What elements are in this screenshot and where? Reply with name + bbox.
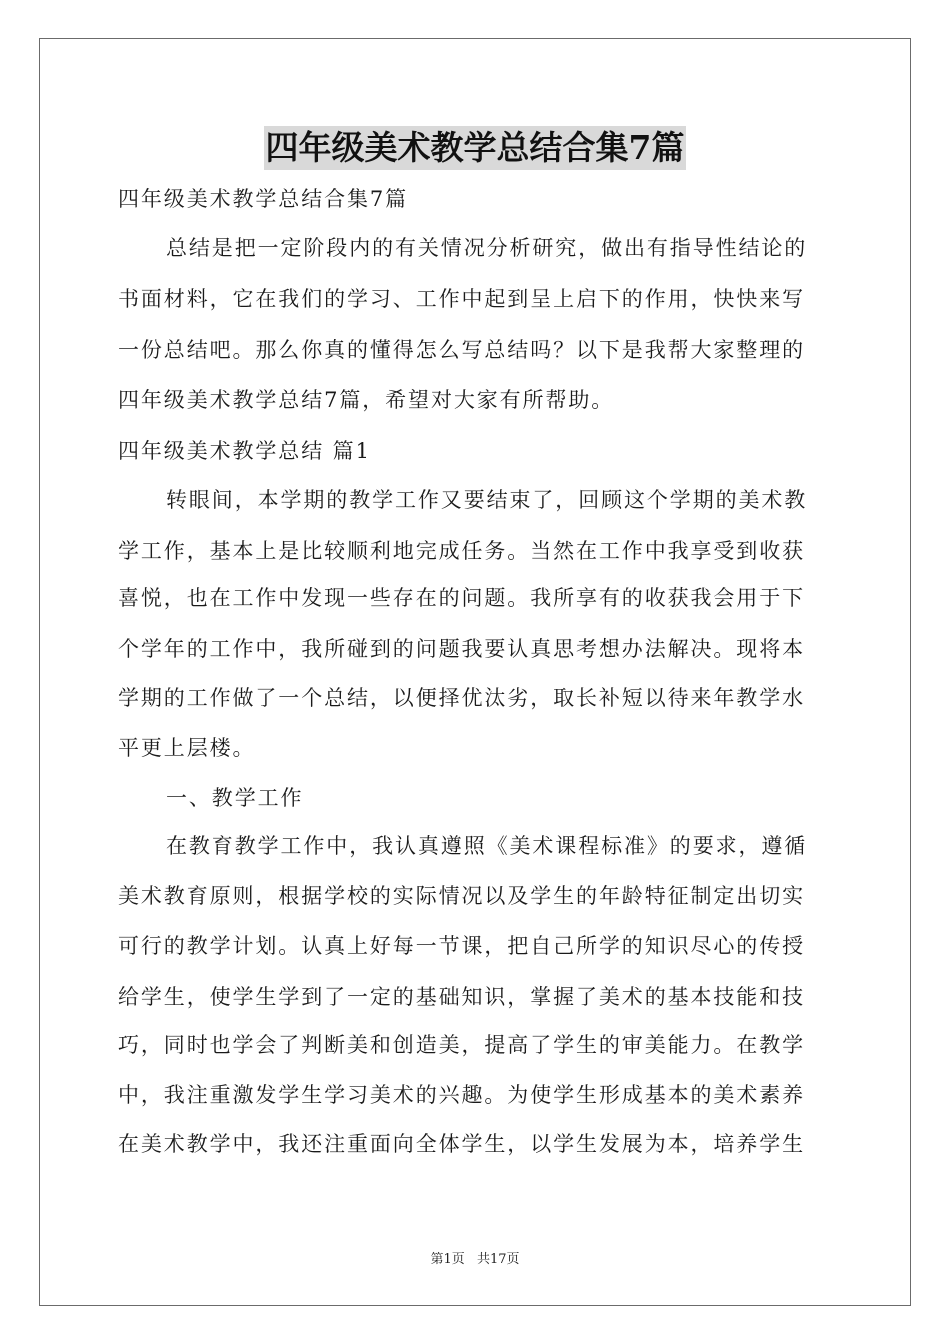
paragraph-line: 可行的教学计划。认真上好每一节课，把自己所学的知识尽心的传授 — [118, 934, 805, 958]
page-border — [39, 38, 911, 1306]
paragraph-line: 四年级美术教学总结7篇，希望对大家有所帮助。 — [118, 388, 615, 412]
paragraph-line: 喜悦，也在工作中发现一些存在的问题。我所享有的收获我会用于下 — [118, 586, 805, 610]
paragraph-line: 平更上层楼。 — [118, 736, 256, 760]
paragraph-line: 给学生，使学生学到了一定的基础知识，掌握了美术的基本技能和技 — [118, 985, 805, 1009]
page-total: 共17页 — [476, 1252, 520, 1267]
page-number: 第1页 — [430, 1252, 465, 1267]
paragraph-line: 巧，同时也学会了判断美和创造美，提高了学生的审美能力。在教学 — [118, 1033, 805, 1057]
paragraph-line: 美术教育原则，根据学校的实际情况以及学生的年龄特征制定出切实 — [118, 884, 805, 908]
page-footer — [0, 1248, 950, 1267]
subsection-heading: 一、教学工作 — [166, 786, 304, 810]
paragraph-line: 在教育教学工作中，我认真遵照《美术课程标准》的要求，遵循 — [166, 834, 808, 858]
section-heading: 四年级美术教学总结 篇1 — [118, 439, 371, 463]
paragraph-line: 总结是把一定阶段内的有关情况分析研究，做出有指导性结论的 — [166, 236, 808, 260]
paragraph-line: 个学年的工作中，我所碰到的问题我要认真思考想办法解决。现将本 — [118, 637, 805, 661]
paragraph-line: 在美术教学中，我还注重面向全体学生，以学生发展为本，培养学生 — [118, 1132, 805, 1156]
document-title: 四年级美术教学总结合集7篇 — [264, 126, 687, 170]
paragraph-line: 学工作，基本上是比较顺利地完成任务。当然在工作中我享受到收获 — [118, 539, 805, 563]
subtitle-line: 四年级美术教学总结合集7篇 — [118, 187, 409, 211]
paragraph-line: 一份总结吧。那么你真的懂得怎么写总结吗？以下是我帮大家整理的 — [118, 338, 805, 362]
paragraph-line: 学期的工作做了一个总结，以便择优汰劣，取长补短以待来年教学水 — [118, 686, 805, 710]
title-container — [0, 126, 950, 170]
paragraph-line: 中，我注重激发学生学习美术的兴趣。为使学生形成基本的美术素养 — [118, 1083, 805, 1107]
paragraph-line: 书面材料，它在我们的学习、工作中起到呈上启下的作用，快快来写 — [118, 287, 805, 311]
paragraph-line: 转眼间，本学期的教学工作又要结束了，回顾这个学期的美术教 — [166, 488, 808, 512]
